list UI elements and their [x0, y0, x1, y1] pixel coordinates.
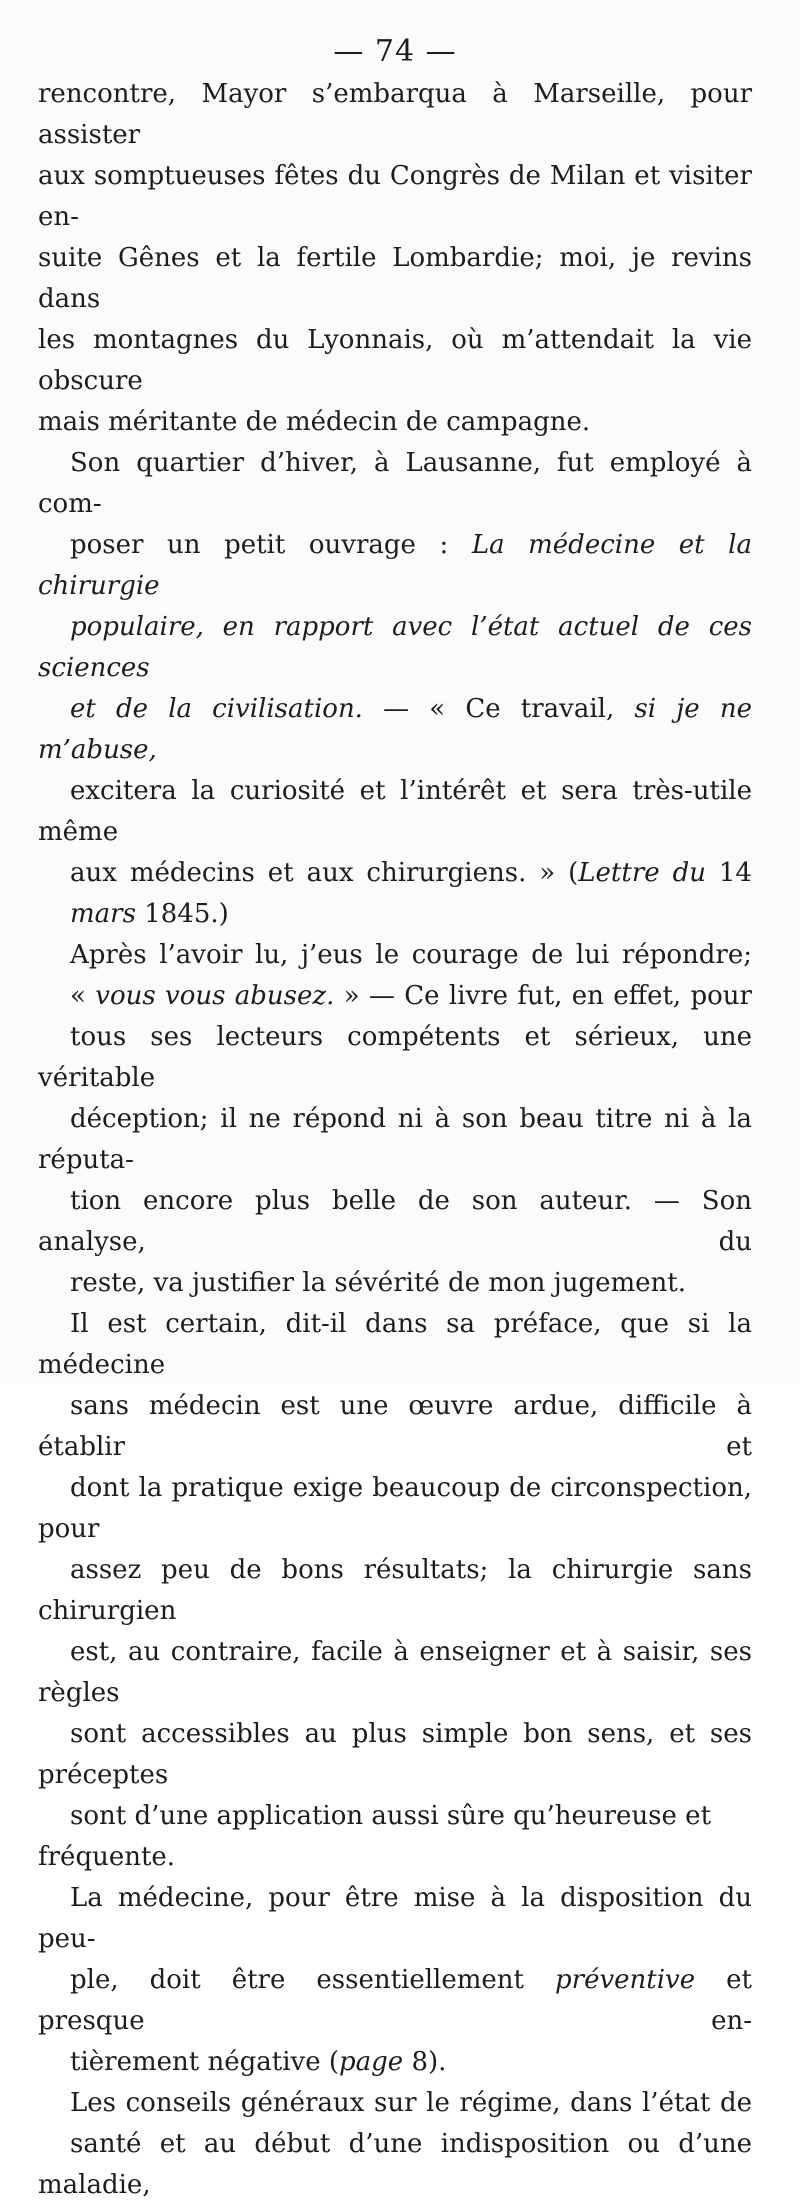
- text-line: [38, 1714, 752, 1796]
- text-segment: Il est certain, dit-il dans sa préface, que si la médecine: [38, 1309, 752, 1380]
- paragraph: [38, 2083, 752, 2206]
- text-line: [38, 689, 752, 771]
- text-line: [38, 976, 752, 1017]
- italic-text: mars: [70, 899, 136, 929]
- text-line: [38, 320, 752, 402]
- paragraph: [38, 1304, 752, 1878]
- text-segment: Après l’avoir lu, j’eus le courage de lui répondre;: [70, 940, 752, 970]
- text-segment: déception; il ne répond ni à son beau titre ni à la réputa-: [38, 1104, 752, 1175]
- text-segment: dont la pratique exige beaucoup de circonspection, pour: [38, 1473, 752, 1544]
- text-segment: santé et au début d’une indisposition ou d’une maladie,: [38, 2129, 752, 2200]
- text-line: [38, 1181, 752, 1263]
- italic-text: La médecine et la chirurgie: [38, 530, 752, 601]
- paragraph: [38, 935, 752, 1304]
- text-line: [38, 1386, 752, 1468]
- text-segment: tous ses lecteurs compétents et sérieux, une véritable: [38, 1022, 752, 1093]
- text-segment: tion encore plus belle de son auteur. — Son analyse, du: [38, 1186, 752, 1257]
- text-segment: aux somptueuses fêtes du Congrès de Milan et visiter en-: [38, 161, 752, 232]
- text-line: [38, 1017, 752, 1099]
- text-segment: sont d’une application aussi sûre qu’heureuse et fréquente.: [38, 1801, 712, 1872]
- text-segment: suite Gênes et la fertile Lombardie; moi, je revins dans: [38, 243, 752, 314]
- text-line: [38, 853, 752, 894]
- text-segment: ple, doit être essentiellement: [70, 1965, 555, 1995]
- italic-text: page: [339, 2047, 404, 2077]
- text-segment: excitera la curiosité et l’intérêt et sera très-utile même: [38, 776, 752, 847]
- italic-text: préventive: [555, 1965, 696, 1995]
- text-line: [38, 1304, 752, 1386]
- text-segment: est, au contraire, facile à enseigner et à saisir, ses règles: [38, 1637, 752, 1708]
- text-segment: et presque en-: [38, 1965, 752, 2036]
- text-line: [38, 402, 752, 443]
- text-line: [38, 74, 752, 156]
- text-line: [38, 2083, 752, 2124]
- italic-text: populaire, en rapport avec l’état actuel de ces sciences: [38, 612, 752, 683]
- paragraph: [38, 1878, 752, 2083]
- text-segment: 14: [705, 858, 752, 888]
- text-segment: sans médecin est une œuvre ardue, difficile à établir et: [38, 1391, 752, 1462]
- italic-text: et de la civilisation.: [70, 694, 363, 724]
- text-line: [38, 1263, 752, 1304]
- text-segment: assez peu de bons résultats; la chirurgie sans chirurgien: [38, 1555, 752, 1626]
- body-text: [38, 74, 752, 2206]
- italic-text: Lettre du: [578, 858, 706, 888]
- text-line: [38, 2042, 752, 2083]
- text-segment: — « Ce travail,: [362, 694, 635, 724]
- text-line: [38, 1099, 752, 1181]
- text-segment: » — Ce livre fut, en effet, pour: [334, 981, 752, 1011]
- page-number: — 74 —: [333, 34, 457, 69]
- text-line: [38, 2124, 752, 2206]
- text-line: [38, 443, 752, 525]
- text-segment: mais méritante de médecin de campagne.: [38, 407, 591, 437]
- text-segment: 1845.): [135, 899, 229, 929]
- italic-text: vous vous abusez.: [95, 981, 335, 1011]
- text-segment: aux médecins et aux chirurgiens. » (: [70, 858, 579, 888]
- italic-text: si je ne m’abuse,: [38, 694, 752, 765]
- text-segment: rencontre, Mayor s’embarqua à Marseille, pour assister: [38, 79, 752, 150]
- text-segment: Son quartier d’hiver, à Lausanne, fut employé à com-: [38, 448, 752, 519]
- text-segment: tièrement négative (: [70, 2047, 339, 2077]
- text-line: [38, 771, 752, 853]
- text-segment: 8).: [403, 2047, 447, 2077]
- text-line: [38, 156, 752, 238]
- text-segment: reste, va justifier la sévérité de mon jugement.: [70, 1268, 686, 1298]
- text-line: [38, 607, 752, 689]
- text-segment: Les conseils généraux sur le régime, dans l’état de: [70, 2088, 752, 2118]
- text-line: [38, 1878, 752, 1960]
- paragraph: [38, 74, 752, 443]
- text-segment: sont accessibles au plus simple bon sens, et ses préceptes: [38, 1719, 752, 1790]
- text-line: [38, 1468, 752, 1550]
- text-line: [38, 1796, 752, 1878]
- text-line: [38, 238, 752, 320]
- text-segment: poser un petit ouvrage :: [70, 530, 472, 560]
- text-line: [38, 1960, 752, 2042]
- paragraph: [38, 443, 752, 935]
- text-segment: «: [70, 981, 96, 1011]
- text-line: [38, 1550, 752, 1632]
- text-line: [38, 894, 752, 935]
- text-line: [38, 935, 752, 976]
- text-segment: les montagnes du Lyonnais, où m’attendait la vie obscure: [38, 325, 752, 396]
- text-line: [38, 525, 752, 607]
- text-segment: La médecine, pour être mise à la disposition du peu-: [38, 1883, 752, 1954]
- text-line: [38, 1632, 752, 1714]
